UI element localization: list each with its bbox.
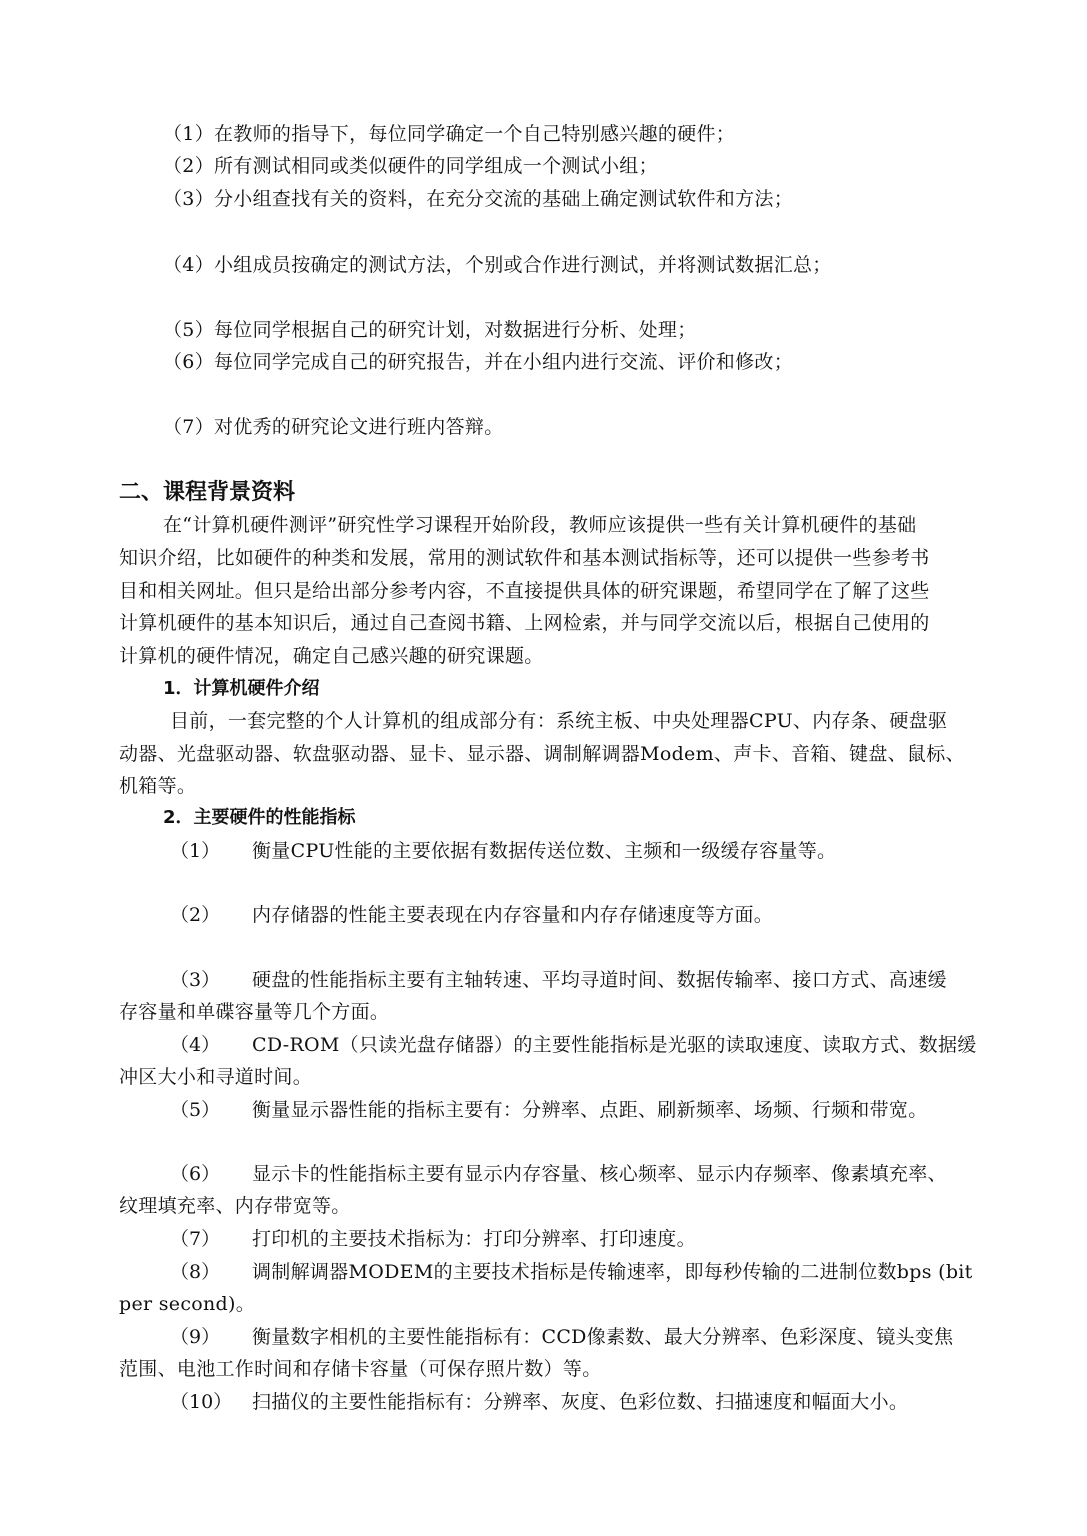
item-text: 衡量显示器性能的指标主要有：分辨率、点距、刷新频率、场频、行频和带宽。	[252, 1099, 928, 1121]
item-text: 纹理填充率、内存带宽等。	[119, 1195, 351, 1217]
item-text: 衡量CPU性能的主要依据有数据传送位数、主频和一级缓存容量等。	[252, 840, 837, 862]
item-number: （8）	[170, 1261, 221, 1283]
item-number: （5）	[170, 1099, 221, 1121]
paragraph-line: 计算机的硬件情况，确定自己感兴趣的研究课题。	[119, 645, 544, 667]
section-heading: 二、课程背景资料	[119, 480, 296, 505]
item-text: 内存储器的性能主要表现在内存容量和内存存储速度等方面。	[252, 904, 774, 926]
item-text: 调制解调器MODEM的主要技术指标是传输速率，即每秒传输的二进制位数bps (bit	[252, 1261, 973, 1283]
item-number: （7）	[170, 1228, 221, 1250]
paragraph-line: 目前，一套完整的个人计算机的组成部分有：系统主板、中央处理器CPU、内存条、硬盘驱	[170, 710, 948, 732]
paragraph-line: 在“计算机硬件测评”研究性学习课程开始阶段，教师应该提供一些有关计算机硬件的基础	[163, 514, 917, 536]
paragraph-line: 动器、光盘驱动器、软盘驱动器、显卡、显示器、调制解调器Modem、声卡、音箱、键盘、鼠标、	[119, 743, 965, 765]
step-item: （5）每位同学根据自己的研究计划，对数据进行分析、处理；	[163, 319, 697, 341]
item-text: 打印机的主要技术指标为：打印分辨率、打印速度。	[252, 1228, 696, 1250]
item-number: （1）	[170, 840, 221, 862]
item-text: 冲区大小和寻道时间。	[119, 1066, 313, 1088]
step-item: （6）每位同学完成自己的研究报告，并在小组内进行交流、评价和修改；	[163, 351, 793, 373]
step-item: （2）所有测试相同或类似硬件的同学组成一个测试小组；	[163, 155, 658, 177]
item-text: 存容量和单碟容量等几个方面。	[119, 1001, 390, 1023]
item-number: （10）	[170, 1391, 233, 1413]
item-text: per second)。	[119, 1293, 256, 1315]
item-number: （3）	[170, 969, 221, 991]
paragraph-line: 知识介绍，比如硬件的种类和发展，常用的测试软件和基本测试指标等，还可以提供一些参考书	[119, 547, 930, 569]
step-item: （3）分小组查找有关的资料，在充分交流的基础上确定测试软件和方法；	[163, 188, 793, 210]
step-item: （1）在教师的指导下，每位同学确定一个自己特别感兴趣的硬件；	[163, 123, 736, 145]
item-number: （2）	[170, 904, 221, 926]
subsection-heading: 2．主要硬件的性能指标	[163, 807, 356, 828]
paragraph-line: 计算机硬件的基本知识后，通过自己查阅书籍、上网检索，并与同学交流以后，根据自己使用的	[119, 612, 930, 634]
item-text: CD-ROM（只读光盘存储器）的主要性能指标是光驱的读取速度、读取方式、数据缓	[252, 1034, 977, 1056]
paragraph-line: 目和相关网址。但只是给出部分参考内容，不直接提供具体的研究课题，希望同学在了解了这些	[119, 580, 930, 602]
item-text: 显示卡的性能指标主要有显示内存容量、核心频率、显示内存频率、像素填充率、	[252, 1163, 947, 1185]
paragraph-line: 机箱等。	[119, 775, 197, 797]
item-number: （6）	[170, 1163, 221, 1185]
item-number: （9）	[170, 1326, 221, 1348]
item-number: （4）	[170, 1034, 221, 1056]
step-item: （4）小组成员按确定的测试方法，个别或合作进行测试，并将测试数据汇总；	[163, 254, 832, 276]
subsection-heading: 1．计算机硬件介绍	[163, 678, 320, 699]
item-text: 扫描仪的主要性能指标有：分辨率、灰度、色彩位数、扫描速度和幅面大小。	[252, 1391, 909, 1413]
item-text: 范围、电池工作时间和存储卡容量（可保存照片数）等。	[119, 1358, 602, 1380]
item-text: 衡量数字相机的主要性能指标有：CCD像素数、最大分辨率、色彩深度、镜头变焦	[252, 1326, 954, 1348]
step-item: （7）对优秀的研究论文进行班内答辩。	[163, 416, 504, 438]
item-text: 硬盘的性能指标主要有主轴转速、平均寻道时间、数据传输率、接口方式、高速缓	[252, 969, 947, 991]
